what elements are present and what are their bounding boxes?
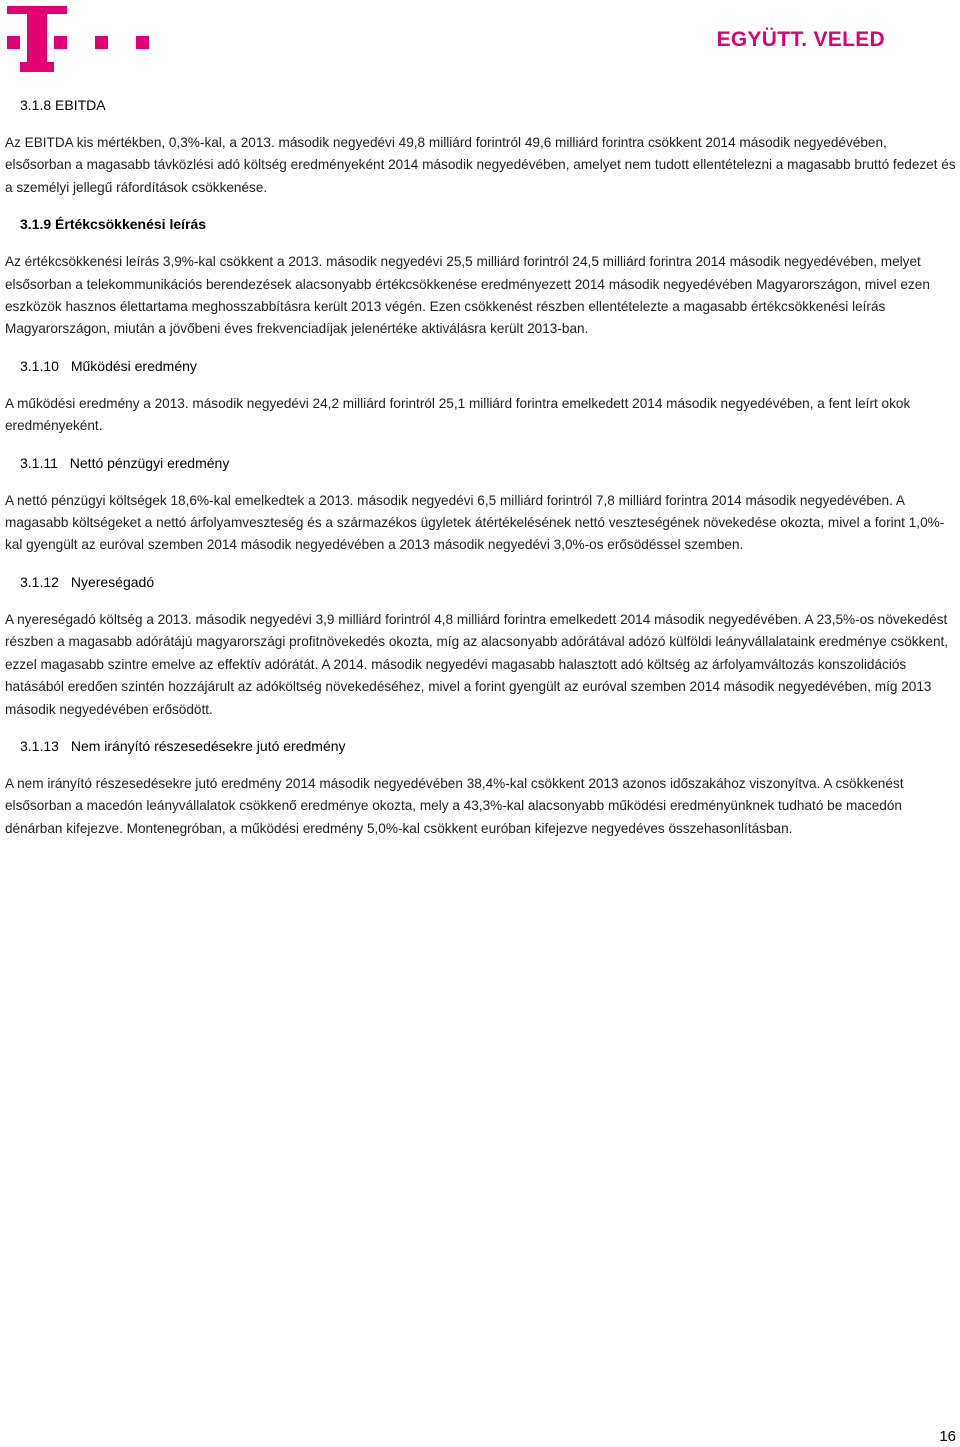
section-title: Nettó pénzügyi eredmény	[69, 454, 230, 471]
section-title: Nyereségadó	[70, 573, 155, 590]
telekom-t-logo-icon	[5, 4, 155, 74]
section-paragraph-ebitda: Az EBITDA kis mértékben, 0,3%-kal, a 2013. második negyedévi 49,8 milliárd forintról 49,6 milliárd forintra csökkent 2014 második negyedévében, elsősorban a magasabb távközlési adó költség eredményeként 2014 második negyedévében, amelyet nem tudott ellentételezni a magasabb bruttó fedezet és a személyi jellegű ráfordítások csökkenése.	[5, 135, 956, 195]
section-number: 3.1.13	[20, 737, 59, 754]
section-title: Nem irányító részesedésekre jutó eredmény	[70, 737, 346, 754]
section-paragraph-net-financial: A nettó pénzügyi költségek 18,6%-kal emelkedtek a 2013. második negyedévi 6,5 milliárd forintról 7,8 milliárd forintra 2014 második negyedévében. A magasabb költségeket a nettó árfolyamveszteség és a származékos ügyletek átértékelésének nettó veszteségének növekedése okozta, mivel a forint 1,0%-kal gyengült az euróval szemben 2014 második negyedévében a 2013 második negyedévi 3,0%-os erősödéssel szemben.	[5, 492, 945, 553]
section-heading-income-tax	[20, 572, 957, 592]
section-heading-non-controlling	[20, 736, 957, 756]
section-number: 3.1.12	[20, 573, 59, 590]
section-title: EBITDA	[55, 97, 106, 113]
section-heading-depreciation	[20, 214, 957, 234]
section-paragraph-depreciation: Az értékcsökkenési leírás 3,9%-kal csökkent a 2013. második negyedévi 25,5 milliárd forintról 24,5 milliárd forintra 2014 második negyedévében, melyet elsősorban a telekommunikációs berendezések alacsonyabb értékcsökkenése eredményezett 2014 második negyedévében Magyarországon, mivel ezen eszközök hasznos élettartama meghosszabbításra került 2013 végén. Ezen csökkenést részben ellentételezte a magasabb értékcsökkenési leírás Magyarországon, miután a jövőbeni éves frekvenciadíjak jelenértéke aktiválásra került 2013-ban.	[5, 254, 930, 337]
section-paragraph-income-tax: A nyereségadó költség a 2013. második negyedévi 3,9 milliárd forintról 4,8 milliárd forintra emelkedett 2014 második negyedévében. A 23,5%-os növekedést részben a magasabb adórátájú magyarországi profitnövekedés okozta, míg az alacsonyabb adórátával adózó külföldi leányvállalataink eredménye csökkent, ezzel magasabb szintre emelve az effektív adórátát. A 2014. második negyedévi magasabb halasztott adó költség az árfolyamváltozás konszolidációs hatásából eredően szintén hozzájárult az adóköltség növekedéséhez, mivel a forint gyengült az euróval szemben 2014 második negyedévében, míg 2013 második negyedévében erősödött.	[5, 611, 949, 717]
section-heading-operating-result	[20, 356, 957, 376]
section-number: 3.1.11	[20, 454, 58, 471]
brand-slogan: EGYÜTT. VELED	[716, 28, 885, 51]
section-number: 3.1.9	[20, 216, 52, 233]
section-heading-ebitda	[20, 95, 957, 115]
section-number: 3.1.8	[20, 97, 52, 113]
section-paragraph-operating-result: A működési eredmény a 2013. második negyedévi 24,2 milliárd forintról 25,1 milliárd forintra emelkedett 2014 második negyedévében, a fent leírt okok eredményeként.	[5, 395, 911, 434]
section-heading-net-financial	[20, 453, 957, 473]
section-paragraph-non-controlling: A nem irányító részesedésekre jutó eredmény 2014 második negyedévében 38,4%-kal csökkent 2013 azonos időszakához viszonyítva. A csökkenést elsősorban a macedón leányvállalatok csökkenő eredménye okozta, mely a 43,3%-kal alacsonyabb működési eredményünknek tudható be macedón dénárban kifejezve. Montenegróban, a működési eredmény 5,0%-kal csökkent euróban kifejezve negyedéves összehasonlításban.	[5, 775, 904, 836]
section-title: Működési eredmény	[70, 357, 197, 374]
document-body	[5, 95, 957, 840]
section-title: Értékcsökkenési leírás	[55, 216, 207, 233]
page-number: 16	[939, 1428, 956, 1445]
section-number: 3.1.10	[20, 357, 59, 374]
